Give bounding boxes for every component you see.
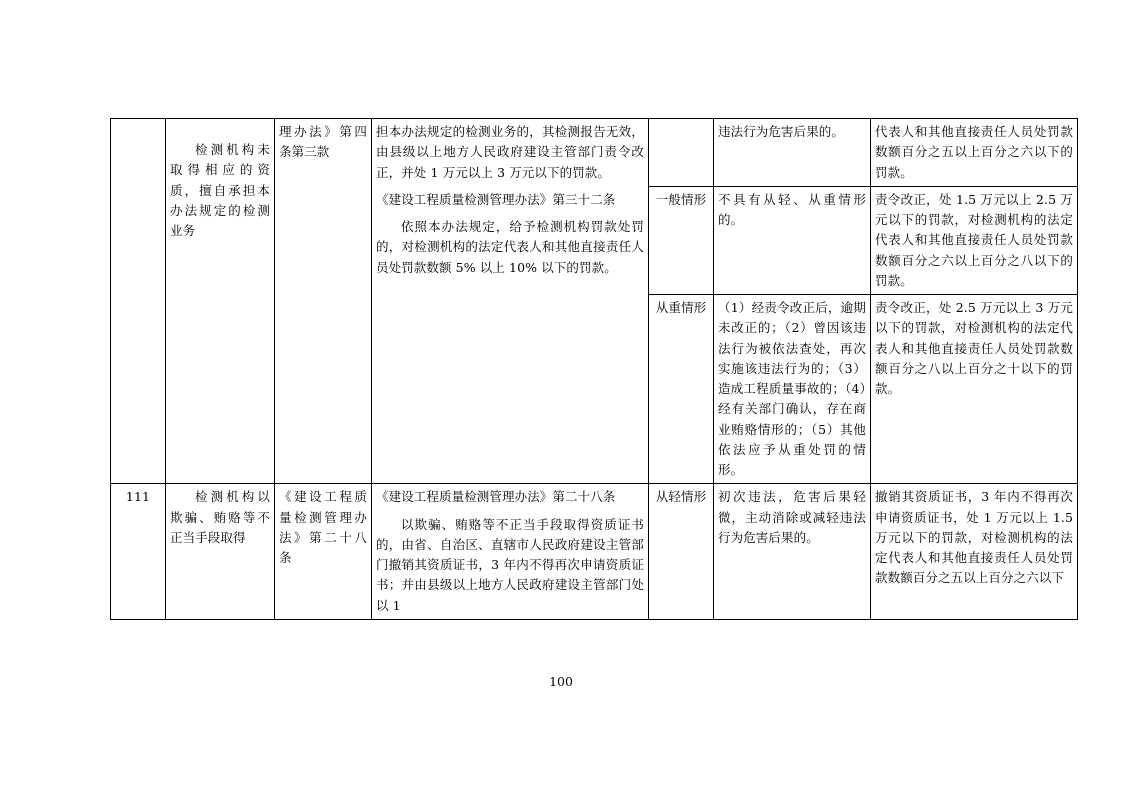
provision-text-3: 以欺骗、贿赂等不正当手段取得资质证书的，由省、自治区、直辖市人民政府建设主管部门撤销其资质证书，3 年内不得再次申请资质证书；并由县级以上地方人民政府建设主管部门处以 1 — [376, 516, 644, 613]
cell-discretion-level — [649, 295, 714, 484]
penalty-text: 责令改正，处 1.5 万元以上 2.5 万元以下的罚款，对检测机构的法定代表人和其他直接责任人员处罚款数额百分之六以上百分之八以下的罚款。 — [875, 191, 1073, 288]
condition-text: （1）经责令改正后，逾期未改正的；（2）曾因该违法行为被依法查处，再次实施该违法行为的；（3）造成工程质量事故的；（4）经有关部门确认，存在商业贿赂情形的；（5）其他依法应予从重处罚的情形。 — [718, 300, 866, 477]
illegal-act-text: 检测机构以欺骗、贿赂等不正当手段取得 — [170, 489, 270, 545]
discretion-level-label: 一般情形 — [655, 191, 707, 207]
cell-provision — [372, 484, 649, 620]
cell-penalty — [871, 295, 1078, 484]
penalty-text: 代表人和其他直接责任人员处罚款数额百分之五以上百分之六以下的罚款。 — [875, 124, 1073, 180]
cell-illegal-act — [166, 484, 275, 620]
illegal-act-text: 检测机构未取得相应的资质，擅自承担本办法规定的检测业务 — [170, 142, 270, 238]
provision-text-3: 依照本办法规定，给予检测机构罚款处罚的，对检测机构的法定代表人和其他直接责任人员处罚款数额 5% 以上 10% 以下的罚款。 — [376, 219, 644, 275]
legal-basis-text: 《建设工程质量检测管理办法》第二十八条 — [279, 489, 367, 565]
cell-row-number — [111, 484, 166, 620]
condition-text: 初次违法，危害后果轻微，主动消除或减轻违法行为危害后果的。 — [718, 489, 866, 545]
cell-row-number — [111, 119, 166, 484]
provision-text-1: 担本办法规定的检测业务的，其检测报告无效，由县级以上地方人民政府建设主管部门责令改正，并处 1 万元以上 3 万元以下的罚款。 — [376, 124, 644, 180]
cell-legal-basis — [275, 119, 372, 484]
condition-text: 不具有从轻、从重情形的。 — [718, 191, 866, 227]
cell-penalty — [871, 484, 1078, 620]
cell-condition — [714, 295, 871, 484]
row-number-text: 111 — [125, 489, 151, 505]
discretion-level-label: 从轻情形 — [655, 489, 707, 505]
provision-text-1: 《建设工程质量检测管理办法》第二十八条 — [376, 489, 616, 505]
page-number: 100 — [549, 674, 573, 689]
penalty-text: 责令改正，处 2.5 万元以上 3 万元以下的罚款，对检测机构的法定代表人和其他直接责任人员处罚款数额百分之八以上百分之十以下的罚款。 — [875, 300, 1073, 396]
cell-discretion-level — [649, 186, 714, 294]
table-row — [111, 119, 1078, 187]
penalty-discretion-table — [110, 118, 1078, 620]
cell-penalty — [871, 119, 1078, 187]
cell-legal-basis — [275, 484, 372, 620]
cell-provision — [372, 119, 649, 484]
cell-discretion-level — [649, 484, 714, 620]
cell-penalty — [871, 186, 1078, 294]
discretion-level-label: 从重情形 — [655, 300, 707, 315]
legal-basis-text: 理办法》第四条第三款 — [279, 124, 367, 160]
table-row — [111, 484, 1078, 620]
cell-illegal-act — [166, 119, 275, 484]
condition-text: 违法行为危害后果的。 — [718, 124, 845, 139]
cell-condition — [714, 484, 871, 620]
cell-condition — [714, 119, 871, 187]
penalty-text: 撤销其资质证书，3 年内不得再次申请资质证书，处 1 万元以上 1.5 万元以下的罚款，对检测机构的法定代表人和其他直接责任人员处罚款数额百分之五以上百分之六以下 — [875, 489, 1073, 586]
cell-condition — [714, 186, 871, 294]
provision-text-2: 《建设工程质量检测管理办法》第三十二条 — [376, 191, 616, 207]
cell-discretion-level — [649, 119, 714, 187]
